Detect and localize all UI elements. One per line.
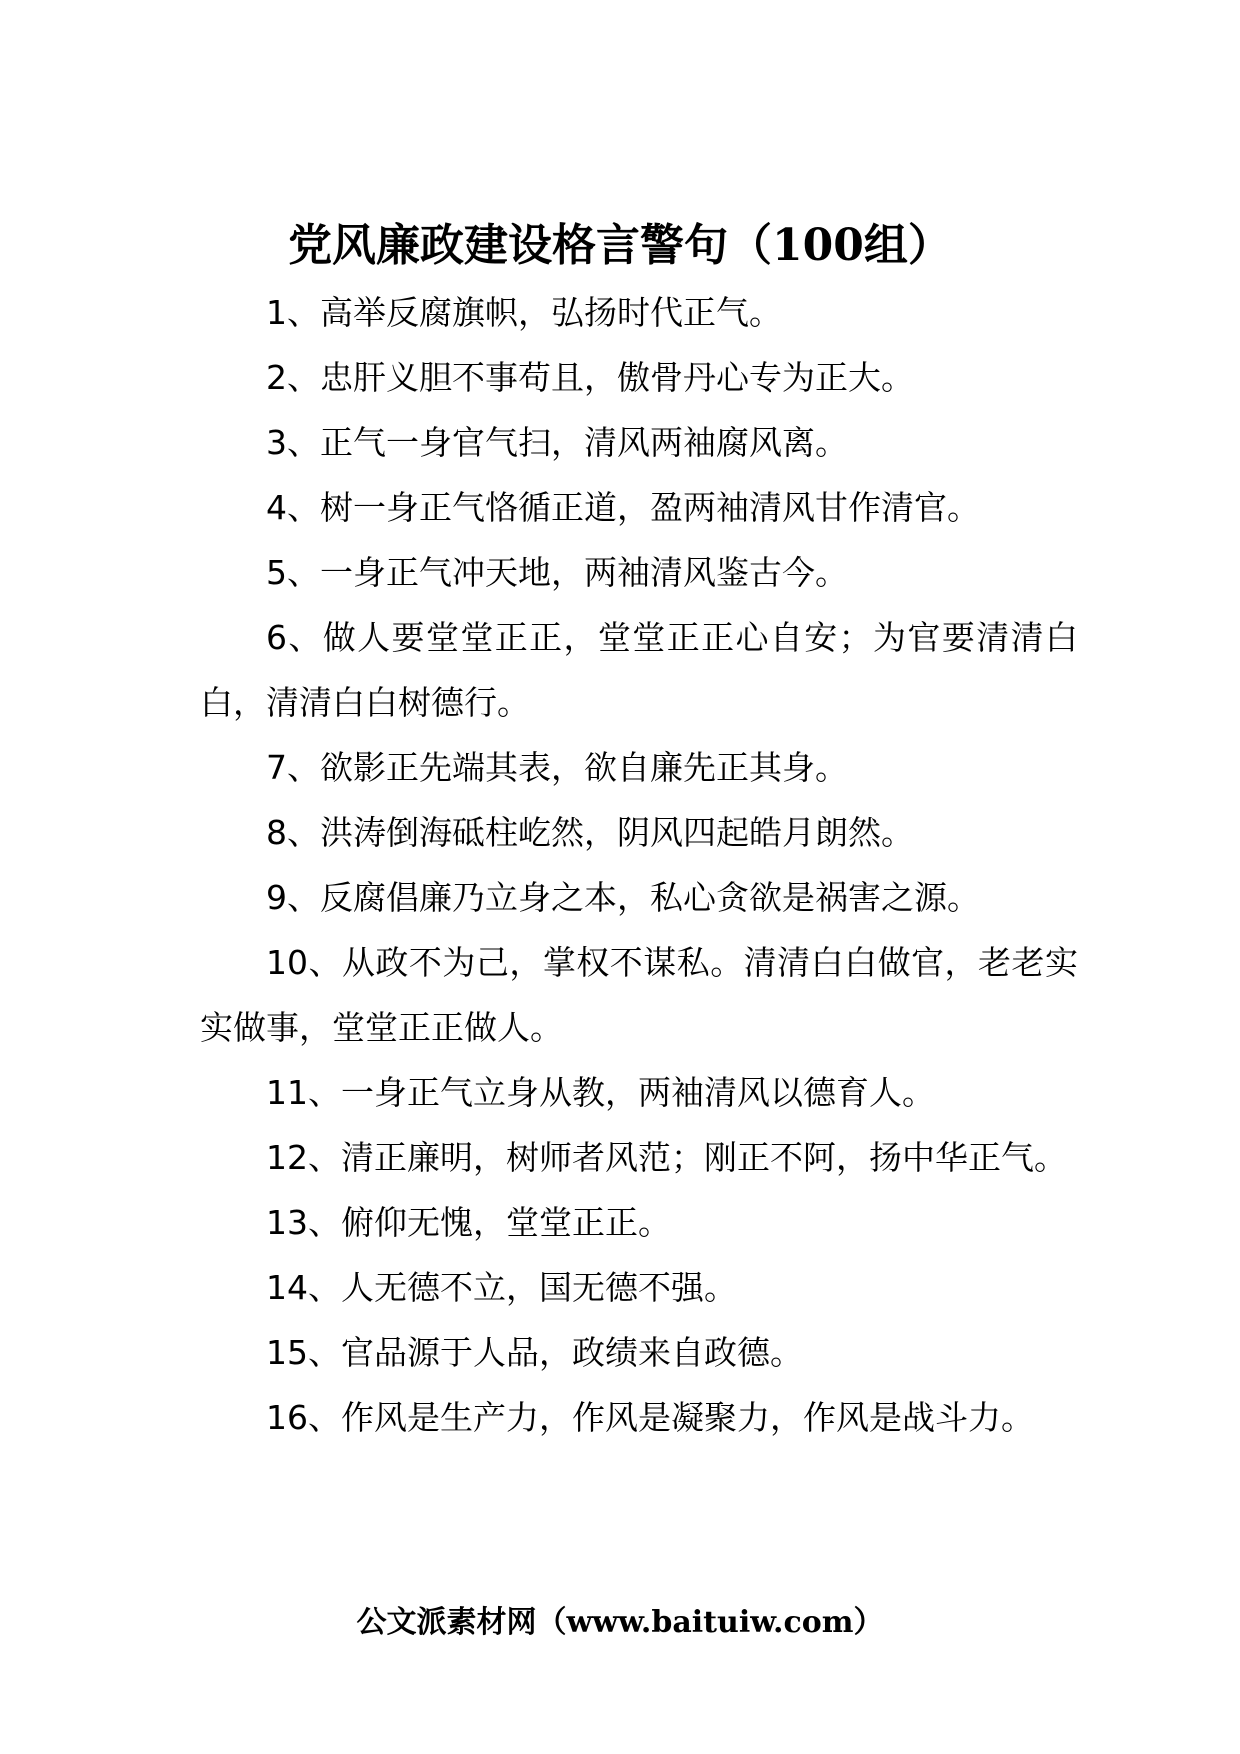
motto-item-5: 5、一身正气冲天地，两袖清风鉴古今。 <box>266 553 848 592</box>
motto-item-15: 15、官品源于人品，政绩来自政德。 <box>266 1333 803 1372</box>
motto-item-14: 14、人无德不立，国无德不强。 <box>266 1268 737 1307</box>
motto-item-13: 13、俯仰无愧，堂堂正正。 <box>266 1203 671 1242</box>
motto-item-6: 6、做人要堂堂正正，堂堂正正心自安；为官要清清白白，清清白白树德行。 <box>200 618 1078 722</box>
motto-item-3: 3、正气一身官气扫，清风两袖腐风离。 <box>266 423 848 462</box>
motto-item-16: 16、作风是生产力，作风是凝聚力，作风是战斗力。 <box>266 1398 1034 1437</box>
motto-item-11: 11、一身正气立身从教，两袖清风以德育人。 <box>266 1073 935 1112</box>
footer-source: 公文派素材网（www.baituiw.com） <box>356 1605 884 1640</box>
motto-list <box>200 280 1078 1450</box>
motto-item-12: 12、清正廉明，树师者风范；刚正不阿，扬中华正气。 <box>266 1138 1067 1177</box>
motto-item-10: 10、从政不为己，掌权不谋私。清清白白做官，老老实实做事，堂堂正正做人。 <box>200 943 1078 1047</box>
motto-item-2: 2、忠肝义胆不事苟且，傲骨丹心专为正大。 <box>266 358 914 397</box>
document-title: 党风廉政建设格言警句（100组） <box>288 220 952 271</box>
motto-item-7: 7、欲影正先端其表，欲自廉先正其身。 <box>266 748 848 787</box>
motto-item-8: 8、洪涛倒海砥柱屹然，阴风四起皓月朗然。 <box>266 813 914 852</box>
motto-item-4: 4、树一身正气恪循正道，盈两袖清风甘作清官。 <box>266 488 980 527</box>
motto-item-1: 1、高举反腐旗帜，弘扬时代正气。 <box>266 293 782 332</box>
motto-item-9: 9、反腐倡廉乃立身之本，私心贪欲是祸害之源。 <box>266 878 980 917</box>
